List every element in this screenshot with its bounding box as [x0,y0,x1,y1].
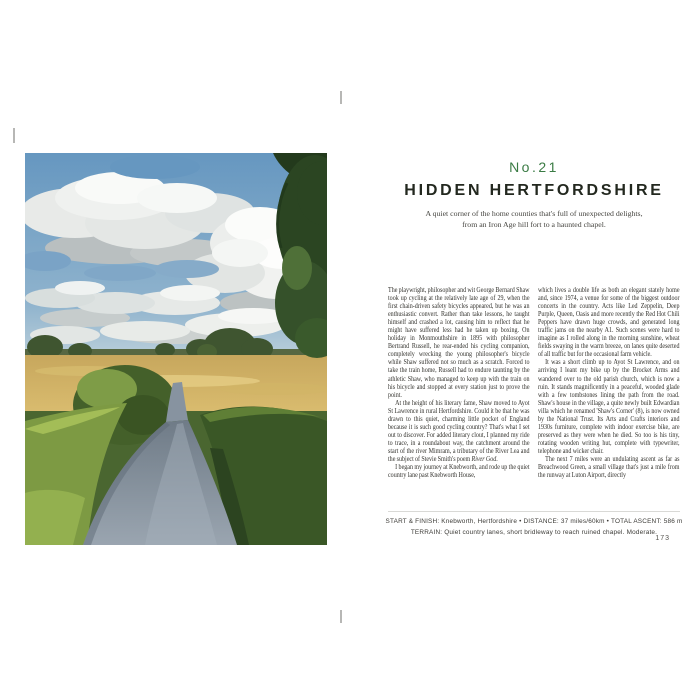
footer-divider [388,511,680,512]
ride-info-line-1: START & FINISH: Knebworth, Hertfordshire • DISTANCE: 37 miles/60km • TOTAL ASCENT: 586 m [385,518,683,525]
country-lane-photo [25,153,327,545]
chapter-subtitle [388,209,680,230]
trim-mark-left [13,128,15,143]
paragraph [388,399,530,463]
subtitle-line-2: from an Iron Age hill fort to a haunted chapel. [462,219,606,229]
paragraph-text: . [496,453,498,463]
ride-number: No.21 [509,159,559,175]
paragraph-text: At the height of his literary fame, Shaw moved to Ayot St Lawrence in rural Hertfordshire. Could it be that he was drawn to this quiet, charming little pocket of England because it is such good cycling country? That's what I set out to discover. For added literary clout, I planned my ride to trace, in a roundabout way, the catchment around the start of the river Mimram, a tributary of the River Lea and the subject of Stevie Smith's poem [388,397,530,463]
paragraph: I began my journey at Knebworth, and rode up the quiet country lane past Knebworth House, [388,462,530,480]
body-column-2 [538,286,680,479]
subtitle-line-1: A quiet corner of the home counties that's full of unexpected delights, [425,209,643,218]
body-column-1 [388,286,530,479]
paragraph: which lives a double life as both an elegant stately home and, since 1974, a venue for some of the biggest outdoor concerts in the country. Acts like Led Zeppelin, Deep Purple, Queen, Oasis and more recently the Red Hot Chili Peppers have drawn huge crowds, and generated long traffic jams on the nearby A1. Such scenes were hard to imagine as I rolled along in the morning sunshine, wheat fields swaying in the warm breeze, on lanes quite deserted of all traffic but for the occasional farm vehicle. [538,285,680,359]
trim-mark-gutter-top [340,91,342,104]
page-number: 173 [655,535,670,542]
ride-info-line-2: TERRAIN: Quiet country lanes, short bridleway to reach ruined chapel. Moderate. [410,529,658,536]
poem-title-italic: River God [471,453,497,463]
country-lane-illustration [25,153,327,545]
paragraph: The next 7 miles were an undulating ascent as far as Breachwood Green, a small village that's just a mile from the runway at Luton Airport, directly [538,453,680,480]
paragraph: The playwright, philosopher and wit George Bernard Shaw took up cycling at the relatively late age of 29, when the first chain-driven safety bicycles appeared, but he was an enthusiastic convert. Rather than take lessons, he taught himself and crashed a lot, causing him to reflect that he might have suffered less had he taken up boxing. On holiday in Monmouthshire in 1895 with philosopher Bertrand Russell, he rear-ended his cycling companion, completely wrecking the young philosopher's bicycle while Shaw suffered not so much as a scratch. Forced to take the train home, Russell had to endure taunting by the athletic Shaw, who managed to keep up with the train on his bicycle and stopped at every station just to prove the point. [388,285,530,399]
trim-mark-gutter-bottom [340,610,342,623]
chapter-title: HIDDEN HERTFORDSHIRE [404,182,664,199]
paragraph: It was a short climb up to Ayot St Lawrence, and on arriving I leant my bike up by the Brocket Arms and wandered over to the old parish church, which is now a ruin. It stands magnificently in a peaceful, wooded glade with a few tombstones lining the path from the road. Shaw's house in the village, a quite newly built Edwardian villa which he renamed 'Shaw's Corner' (8), is now owned by the National Trust. Its Arts and Crafts interiors and 1930s furniture, complete with indoor exercise bike, are preserved as they were when he died. So too is his tiny, rotating wooden writing hut, complete with typewriter, telephone and wicker chair. [538,357,680,455]
